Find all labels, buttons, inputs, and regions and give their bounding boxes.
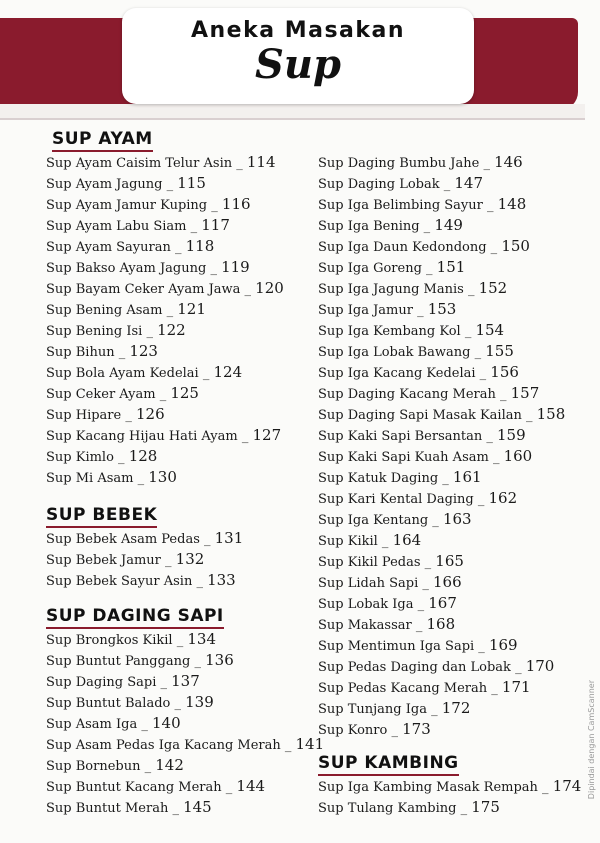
page-separator: _	[411, 618, 427, 633]
recipe-list-item	[46, 383, 314, 404]
recipe-list-item	[318, 173, 583, 194]
recipe-name: Sup Bihun	[46, 345, 115, 360]
page-separator: _	[162, 177, 178, 192]
page-number: 146	[494, 153, 523, 171]
page-separator: _	[463, 282, 479, 297]
page-number: 136	[205, 651, 234, 669]
recipe-name: Sup Iga Jagung Manis	[318, 282, 464, 297]
page-number: 160	[503, 447, 533, 465]
recipe-name: Sup Iga Belimbing Sayur	[318, 198, 483, 213]
page-number: 132	[175, 550, 205, 568]
page-number: 163	[442, 510, 472, 528]
recipe-name: Sup Pedas Kacang Merah	[318, 681, 488, 696]
page-separator: _	[419, 219, 435, 234]
recipe-name: Sup Kikil Pedas	[318, 555, 421, 570]
recipe-list-item	[318, 509, 583, 530]
recipe-list-item	[46, 215, 314, 236]
page-separator: _	[412, 303, 428, 318]
page-separator: _	[170, 696, 186, 711]
recipe-name: Sup Iga Kembang Kol	[318, 324, 461, 339]
recipe-name: Sup Iga Goreng	[318, 261, 422, 276]
recipe-list-item	[46, 671, 314, 692]
recipe-list-item	[318, 404, 583, 425]
recipe-name: Sup Ayam Jagung	[46, 177, 163, 192]
page-number: 149	[434, 216, 463, 234]
page-number: 151	[436, 258, 466, 276]
recipe-name: Sup Daging Bumbu Jahe	[318, 156, 480, 171]
recipe-list-item	[318, 278, 583, 299]
recipe-name: Sup Kacang Hijau Hati Ayam	[46, 429, 238, 444]
page-separator: _	[479, 156, 495, 171]
recipe-list-item	[318, 635, 583, 656]
page-separator: _	[198, 366, 214, 381]
page-number: 174	[552, 777, 582, 795]
recipe-list-item	[46, 236, 314, 257]
recipe-list-item	[46, 152, 314, 173]
list-sup-bebek	[46, 528, 314, 591]
recipe-list-item	[46, 425, 314, 446]
page-number: 118	[185, 237, 215, 255]
recipe-name: Sup Kimlo	[46, 450, 114, 465]
recipe-list-item	[318, 656, 583, 677]
list-sup-ayam	[46, 152, 314, 488]
recipe-name: Sup Kari Kental Daging	[318, 492, 474, 507]
page-number: 133	[207, 571, 236, 589]
recipe-name: Sup Daging Kacang Merah	[318, 387, 496, 402]
recipe-name: Sup Asam Iga	[46, 717, 138, 732]
recipe-name: Sup Bayam Ceker Ayam Jawa	[46, 282, 241, 297]
recipe-list-item	[318, 446, 583, 467]
recipe-name: Sup Mentimun Iga Sapi	[318, 639, 475, 654]
page-number: 140	[151, 714, 181, 732]
page-number: 152	[478, 279, 508, 297]
page-separator: _	[168, 801, 184, 816]
recipe-list-item	[318, 320, 583, 341]
recipe-list-item	[318, 677, 583, 698]
recipe-name: Sup Bening Asam	[46, 303, 163, 318]
page-separator: _	[428, 513, 443, 528]
page-number: 116	[221, 195, 251, 213]
page-separator: _	[387, 723, 403, 738]
page-number: 159	[497, 426, 526, 444]
page-number: 115	[177, 174, 206, 192]
title-top: Aneka Masakan	[190, 18, 406, 43]
recipe-name: Sup Iga Kacang Kedelai	[318, 366, 476, 381]
recipe-name: Sup Makassar	[318, 618, 412, 633]
page-number: 171	[501, 678, 531, 696]
right-column	[318, 152, 583, 818]
recipe-name: Sup Buntut Balado	[46, 696, 171, 711]
recipe-name: Sup Bola Ayam Kedelai	[46, 366, 199, 381]
recipe-list-item	[46, 549, 314, 570]
page-separator: _	[487, 681, 502, 696]
recipe-list-item	[318, 698, 583, 719]
page-separator: _	[186, 219, 202, 234]
header-banner-lip	[0, 104, 585, 120]
recipe-name: Sup Buntut Kacang Merah	[46, 780, 222, 795]
page-number: 144	[236, 777, 266, 795]
page-separator: _	[190, 654, 206, 669]
page-separator: _	[456, 801, 472, 816]
page-separator: _	[473, 492, 489, 507]
page-number: 128	[128, 447, 158, 465]
recipe-name: Sup Buntut Panggang	[46, 654, 191, 669]
page-number: 122	[157, 321, 186, 339]
page-separator: _	[162, 303, 178, 318]
page-separator: _	[207, 198, 222, 213]
page-separator: _	[192, 574, 208, 589]
page-separator: _	[421, 261, 437, 276]
page-number: 156	[490, 363, 519, 381]
page-number: 126	[135, 405, 165, 423]
recipe-name: Sup Ayam Caisim Telur Asin	[46, 156, 233, 171]
recipe-name: Sup Bebek Sayur Asin	[46, 574, 193, 589]
recipe-list-item	[318, 341, 583, 362]
recipe-list-item	[318, 551, 583, 572]
recipe-list-item	[46, 776, 314, 797]
recipe-list-item	[46, 692, 314, 713]
page-number: 134	[187, 630, 216, 648]
page-separator: _	[170, 240, 186, 255]
page-separator: _	[439, 177, 455, 192]
recipe-name: Sup Lidah Sapi	[318, 576, 419, 591]
page-separator: _	[438, 471, 453, 486]
recipe-list-item	[318, 797, 583, 818]
page-separator: _	[232, 156, 247, 171]
page-separator: _	[377, 534, 393, 549]
recipe-name: Sup Ayam Sayuran	[46, 240, 171, 255]
recipe-list-item	[318, 299, 583, 320]
recipe-list-item	[318, 572, 583, 593]
recipe-name: Sup Tulang Kambing	[318, 801, 457, 816]
page-number: 150	[501, 237, 530, 255]
recipe-name: Sup Pedas Daging dan Lobak	[318, 660, 511, 675]
recipe-name: Sup Iga Kentang	[318, 513, 429, 528]
page-separator: _	[237, 429, 253, 444]
recipe-list-item	[318, 152, 583, 173]
page-separator: _	[155, 387, 171, 402]
page-number: 124	[213, 363, 243, 381]
recipe-list-item	[46, 570, 314, 591]
page-number: 139	[185, 693, 214, 711]
recipe-list-item	[46, 194, 314, 215]
recipe-name: Sup Katuk Daging	[318, 471, 439, 486]
page-number: 153	[427, 300, 457, 318]
page-number: 168	[426, 615, 456, 633]
page-separator: _	[206, 261, 222, 276]
section-heading-sup-daging-sapi: SUP DAGING SAPI	[46, 605, 224, 629]
page-number: 165	[435, 552, 464, 570]
page-separator: _	[121, 408, 136, 423]
recipe-name: Sup Iga Bening	[318, 219, 420, 234]
recipe-name: Sup Kaki Sapi Kuah Asam	[318, 450, 489, 465]
recipe-name: Sup Bening Isi	[46, 324, 143, 339]
page-number: 148	[497, 195, 527, 213]
page-number: 167	[428, 594, 457, 612]
recipe-list-item	[318, 194, 583, 215]
page-separator: _	[488, 450, 504, 465]
page-number: 162	[488, 489, 518, 507]
page-number: 145	[183, 798, 212, 816]
page-separator: _	[280, 738, 296, 753]
page-number: 131	[214, 529, 244, 547]
page-separator: _	[418, 576, 434, 591]
recipe-list-item	[46, 278, 314, 299]
recipe-list-item	[46, 320, 314, 341]
page-separator: _	[537, 780, 553, 795]
title-main: Sup	[255, 41, 341, 88]
page-separator: _	[482, 429, 497, 444]
recipe-list-item	[46, 257, 314, 278]
recipe-name: Sup Buntut Merah	[46, 801, 169, 816]
recipe-list-item	[46, 341, 314, 362]
page-separator: _	[475, 366, 491, 381]
recipe-list-item	[46, 404, 314, 425]
page-number: 123	[129, 342, 158, 360]
page-number: 154	[475, 321, 505, 339]
page-separator: _	[426, 702, 442, 717]
recipe-list-item	[318, 362, 583, 383]
page-number: 169	[488, 636, 518, 654]
page-number: 119	[221, 258, 250, 276]
list-sup-kambing	[318, 776, 583, 818]
page-number: 142	[155, 756, 184, 774]
recipe-list-item	[318, 383, 583, 404]
page-number: 127	[252, 426, 282, 444]
page-number: 141	[295, 735, 325, 753]
page-separator: _	[460, 324, 476, 339]
page-separator: _	[133, 471, 149, 486]
page-separator: _	[160, 553, 176, 568]
page-number: 172	[441, 699, 471, 717]
page-separator: _	[470, 345, 486, 360]
recipe-name: Sup Bakso Ayam Jagung	[46, 261, 207, 276]
recipe-name: Sup Ceker Ayam	[46, 387, 156, 402]
recipe-list-item	[46, 299, 314, 320]
recipe-name: Sup Mi Asam	[46, 471, 134, 486]
page-separator: _	[240, 282, 256, 297]
list-sup-daging-sapi	[46, 629, 325, 818]
page-number: 120	[255, 279, 284, 297]
page-number: 147	[454, 174, 484, 192]
page-number: 161	[452, 468, 482, 486]
page-number: 173	[402, 720, 431, 738]
page-separator: _	[510, 660, 526, 675]
recipe-list-item	[46, 797, 314, 818]
title-box	[122, 8, 474, 104]
page-number: 114	[246, 153, 276, 171]
recipe-list-item	[46, 713, 314, 734]
page-separator: _	[486, 240, 502, 255]
page-separator: _	[495, 387, 511, 402]
recipe-list-item	[46, 467, 314, 488]
recipe-list-item	[46, 528, 314, 549]
list-sup-daging-sapi-continued	[318, 152, 583, 740]
recipe-list-item	[46, 173, 314, 194]
recipe-name: Sup Lobak Iga	[318, 597, 414, 612]
recipe-list-item	[318, 776, 583, 797]
recipe-list-item	[46, 734, 325, 755]
recipe-name: Sup Tunjang Iga	[318, 702, 427, 717]
recipe-name: Sup Daging Sapi Masak Kailan	[318, 408, 522, 423]
recipe-list-item	[46, 446, 314, 467]
recipe-name: Sup Iga Kambing Masak Rempah	[318, 780, 538, 795]
page-number: 175	[471, 798, 500, 816]
recipe-name: Sup Bebek Jamur	[46, 553, 161, 568]
page-separator: _	[137, 717, 152, 732]
page-number: 117	[201, 216, 230, 234]
page-separator: _	[413, 597, 429, 612]
page-separator: _	[156, 675, 172, 690]
recipe-name: Sup Iga Lobak Bawang	[318, 345, 471, 360]
page-number: 158	[536, 405, 566, 423]
page-number: 121	[177, 300, 206, 318]
recipe-name: Sup Daging Sapi	[46, 675, 157, 690]
recipe-name: Sup Daging Lobak	[318, 177, 440, 192]
recipe-list-item	[318, 719, 583, 740]
recipe-list-item	[318, 467, 583, 488]
section-heading-sup-ayam: SUP AYAM	[52, 128, 153, 152]
left-column	[46, 128, 325, 818]
recipe-list-item	[318, 593, 583, 614]
recipe-name: Sup Ayam Jamur Kuping	[46, 198, 208, 213]
page-number: 164	[392, 531, 422, 549]
page-number: 157	[510, 384, 540, 402]
recipe-list-item	[318, 236, 583, 257]
recipe-list-item	[318, 530, 583, 551]
recipe-name: Sup Bebek Asam Pedas	[46, 532, 200, 547]
recipe-name: Sup Iga Daun Kedondong	[318, 240, 487, 255]
page-separator: _	[140, 759, 156, 774]
page-separator: _	[482, 198, 498, 213]
recipe-name: Sup Iga Jamur	[318, 303, 413, 318]
page-separator: _	[420, 555, 436, 570]
recipe-name: Sup Ayam Labu Siam	[46, 219, 187, 234]
page-separator: _	[142, 324, 158, 339]
recipe-list-item	[318, 425, 583, 446]
page-number: 170	[525, 657, 555, 675]
recipe-list-item	[318, 488, 583, 509]
recipe-list-item	[46, 755, 314, 776]
page-separator: _	[113, 450, 129, 465]
recipe-name: Sup Hipare	[46, 408, 122, 423]
page-number: 125	[170, 384, 199, 402]
section-heading-sup-kambing: SUP KAMBING	[318, 752, 459, 776]
page-number: 166	[433, 573, 462, 591]
recipe-name: Sup Bornebun	[46, 759, 141, 774]
page-separator: _	[221, 780, 237, 795]
recipe-list-item	[318, 215, 583, 236]
page-separator: _	[474, 639, 489, 654]
recipe-list-item	[46, 629, 314, 650]
page-separator: _	[172, 633, 188, 648]
recipe-name: Sup Brongkos Kikil	[46, 633, 173, 648]
page-separator: _	[114, 345, 130, 360]
page-separator: _	[199, 532, 215, 547]
recipe-name: Sup Kaki Sapi Bersantan	[318, 429, 483, 444]
recipe-name: Sup Konro	[318, 723, 388, 738]
page-number: 130	[148, 468, 177, 486]
page-number: 155	[485, 342, 514, 360]
section-heading-sup-bebek: SUP BEBEK	[46, 504, 157, 528]
recipe-name: Sup Asam Pedas Iga Kacang Merah	[46, 738, 281, 753]
page-separator: _	[521, 408, 537, 423]
recipe-list-item	[46, 650, 314, 671]
scanner-watermark: Dipindai dengan CamScanner	[587, 680, 596, 800]
page-number: 137	[171, 672, 200, 690]
recipe-list-item	[46, 362, 314, 383]
recipe-name: Sup Kikil	[318, 534, 378, 549]
recipe-list-item	[318, 614, 583, 635]
recipe-list-item	[318, 257, 583, 278]
